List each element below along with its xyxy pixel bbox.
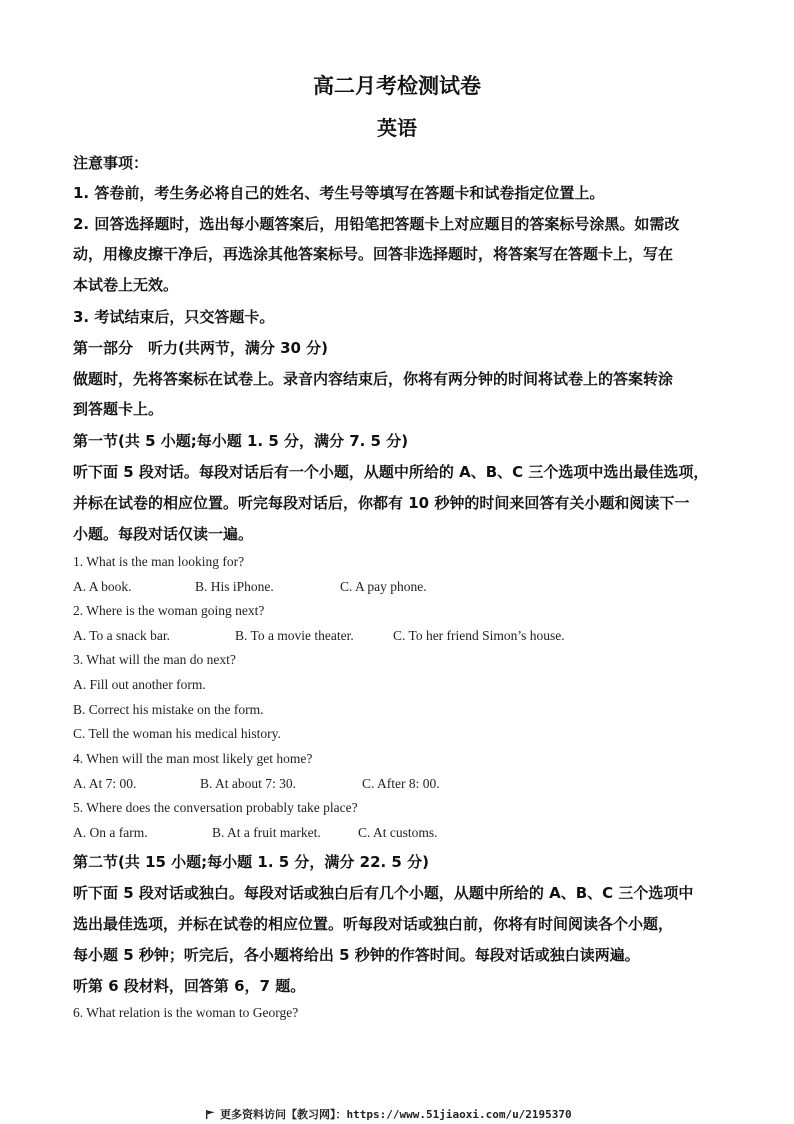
notice-item-2-line-3: 本试卷上无效。 <box>73 276 179 294</box>
question-4-option-a: A. At 7: 00. <box>73 776 137 791</box>
flag-icon <box>206 1110 215 1119</box>
section2-heading: 第二节(共 15 小题;每小题 1. 5 分，满分 22. 5 分) <box>73 853 429 871</box>
question-1: 1. What is the man looking for? <box>73 554 245 569</box>
question-3-option-c: C. Tell the woman his medical history. <box>73 726 281 741</box>
question-3-option-a: A. Fill out another form. <box>73 677 206 692</box>
section2-intro-line-3: 每小题 5 秒钟；听完后，各小题将给出 5 秒钟的作答时间。每段对话或独白读两遍。 <box>73 946 640 964</box>
section2-intro-line-1: 听下面 5 段对话或独白。每段对话或独白后有几个小题，从题中所给的 A、B、C 三个选项中 <box>73 884 694 902</box>
footer-link[interactable] <box>206 1106 572 1122</box>
question-3: 3. What will the man do next? <box>73 652 236 667</box>
question-4-option-b: B. At about 7: 30. <box>200 776 297 791</box>
notice-heading: 注意事项： <box>73 154 149 172</box>
question-6: 6. What relation is the woman to George? <box>73 1005 299 1020</box>
question-3-option-b: B. Correct his mistake on the form. <box>73 702 264 717</box>
part1-heading: 第一部分 听力(共两节，满分 30 分) <box>73 339 329 357</box>
question-1-option-c: C. A pay phone. <box>340 579 427 594</box>
question-5-option-c: C. At customs. <box>358 825 438 840</box>
material-6-heading: 听第 6 段材料，回答第 6，7 题。 <box>73 977 306 995</box>
notice-item-2-line-2: 动，用橡皮擦干净后，再选涂其他答案标号。回答非选择题时，将答案写在答题卡上，写在 <box>73 245 674 263</box>
section2-intro-line-2: 选出最佳选项，并标在试卷的相应位置。听每段对话或独白前，你将有时间阅读各个小题， <box>73 915 674 933</box>
section1-heading: 第一节(共 5 小题;每小题 1. 5 分，满分 7. 5 分) <box>73 432 409 450</box>
notice-item-1: 1. 答卷前，考生务必将自己的姓名、考生号等填写在答题卡和试卷指定位置上。 <box>73 184 605 202</box>
question-2-option-c: C. To her friend Simon’s house. <box>393 628 565 643</box>
section1-intro-line-2: 并标在试卷的相应位置。听完每段对话后，你都有 10 秒钟的时间来回答有关小题和阅读下一 <box>73 494 690 512</box>
question-5: 5. Where does the conversation probably take place? <box>73 800 358 815</box>
part1-intro-line-2: 到答题卡上。 <box>73 400 164 418</box>
question-2-option-b: B. To a movie theater. <box>235 628 354 643</box>
question-1-option-b: B. His iPhone. <box>195 579 274 594</box>
question-2: 2. Where is the woman going next? <box>73 603 265 618</box>
exam-subject: 英语 <box>377 116 417 140</box>
question-5-option-b: B. At a fruit market. <box>212 825 321 840</box>
question-4-option-c: C. After 8: 00. <box>362 776 440 791</box>
exam-title: 高二月考检测试卷 <box>313 74 481 98</box>
footer-text: 更多资料访问【教习网】：https://www.51jiaoxi.com/u/2195370 <box>220 1108 572 1121</box>
question-5-option-a: A. On a farm. <box>73 825 148 840</box>
part1-intro-line-1: 做题时，先将答案标在试卷上。录音内容结束后，你将有两分钟的时间将试卷上的答案转涂 <box>73 370 674 388</box>
question-4: 4. When will the man most likely get home? <box>73 751 313 766</box>
notice-item-2-line-1: 2. 回答选择题时，选出每小题答案后，用铅笔把答题卡上对应题目的答案标号涂黑。如需改 <box>73 215 680 233</box>
section1-intro-line-3: 小题。每段对话仅读一遍。 <box>73 525 254 543</box>
notice-item-3: 3. 考试结束后，只交答题卡。 <box>73 308 275 326</box>
question-2-option-a: A. To a snack bar. <box>73 628 171 643</box>
question-1-option-a: A. A book. <box>73 579 132 594</box>
section1-intro-line-1: 听下面 5 段对话。每段对话后有一个小题，从题中所给的 A、B、C 三个选项中选出最佳选项， <box>73 463 709 481</box>
